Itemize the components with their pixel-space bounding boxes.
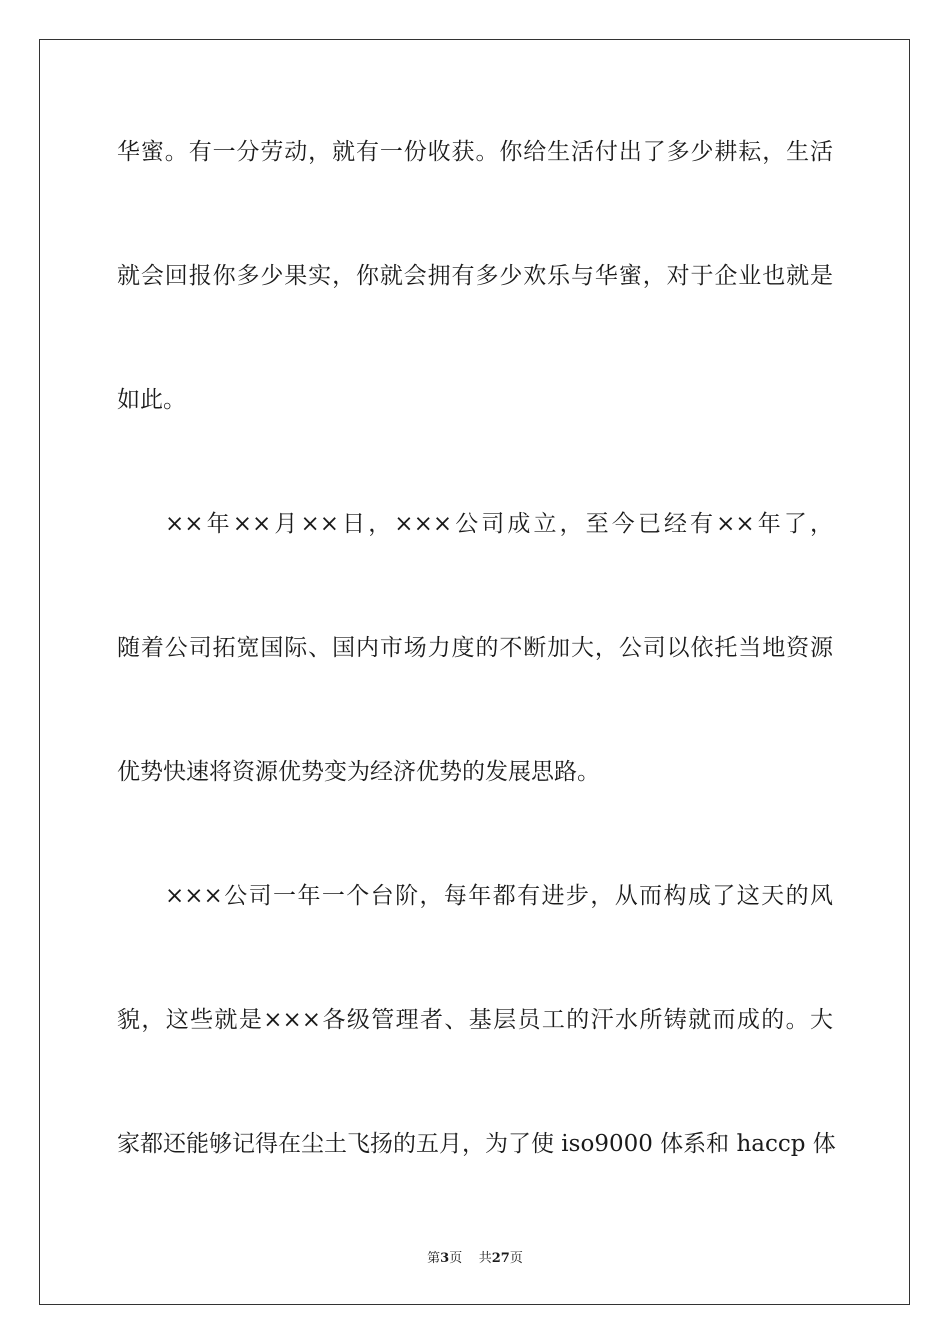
page-suffix: 页 [449,1251,463,1266]
text-line-4: ××年××月××日，×××公司成立，至今已经有××年了， [165,511,833,537]
page-footer [0,1247,950,1266]
text-line-9: 家都还能够记得在尘土飞扬的五月，为了使 iso9000 体系和 haccp 体 [117,1131,836,1157]
text-line-8: 貌，这些就是×××各级管理者、基层员工的汗水所铸就而成的。大 [117,1007,833,1033]
page-prefix: 第 [427,1251,441,1266]
text-line-6: 优势快速将资源优势变为经济优势的发展思路。 [117,759,600,785]
text-line-2: 就会回报你多少果实，你就会拥有多少欢乐与华蜜，对于企业也就是 [117,263,833,289]
page-border [39,39,910,1305]
total-suffix: 页 [509,1251,523,1266]
text-line-7: ×××公司一年一个台阶，每年都有进步，从而构成了这天的风 [165,883,833,909]
total-pages: 27 [491,1251,510,1266]
page-number: 3 [440,1251,450,1266]
total-prefix: 共 [478,1251,492,1266]
text-line-3: 如此。 [117,387,186,413]
text-line-1: 华蜜。有一分劳动，就有一份收获。你给生活付出了多少耕耘，生活 [117,139,833,165]
text-line-5: 随着公司拓宽国际、国内市场力度的不断加大，公司以依托当地资源 [117,635,833,661]
